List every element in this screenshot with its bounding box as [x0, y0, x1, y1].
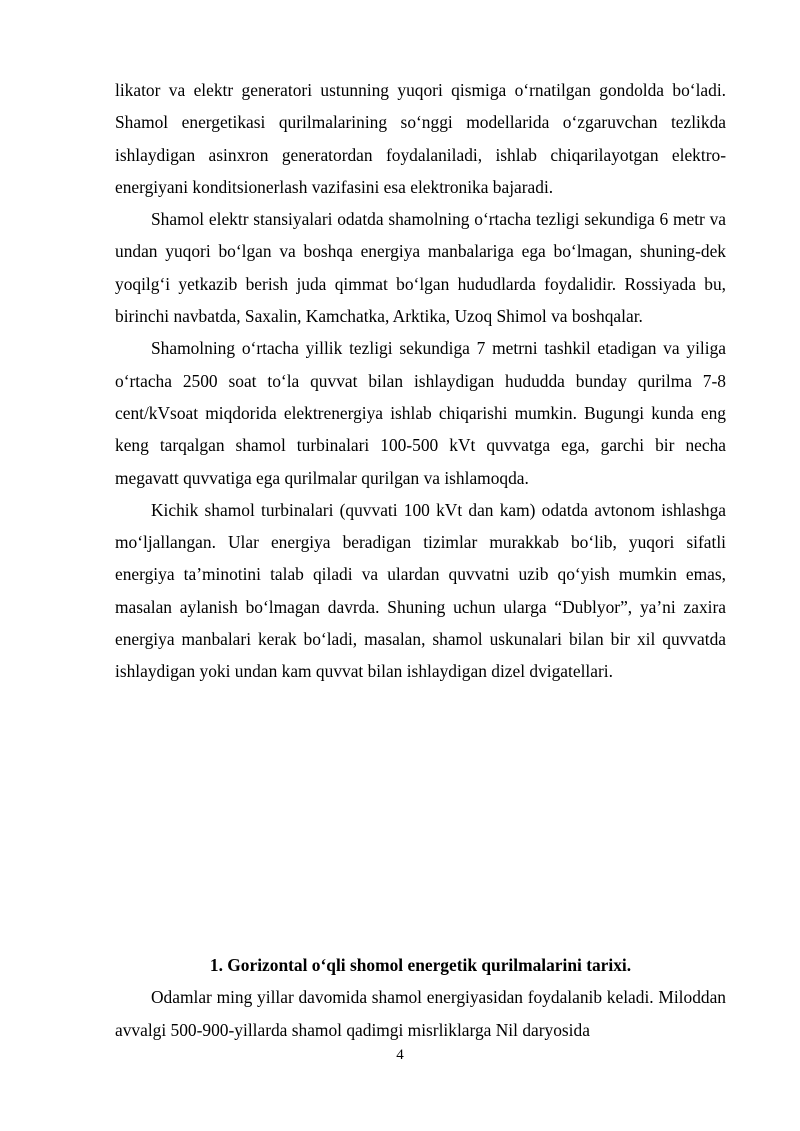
- section-heading: 1. Gorizontal o‘qli shomol energetik qurilmalarini tarixi.: [209, 955, 632, 975]
- page-number: 4: [396, 1047, 404, 1063]
- paragraph-continued: likator va elektr generatori ustunning yuqori qismiga o‘rnatilgan gondolda bo‘ladi. Shamol energetikasi qurilmalarining so‘nggi modellarida o‘zgaruvchan tezlikda ishlaydigan asinxron generatordan foydalaniladi, ishlab chiqarilayotgan elektro-energiyani konditsionerlash vazifasini esa elektronika bajaradi.: [115, 80, 726, 197]
- section-paragraph: Odamlar ming yillar davomida shamol energiyasidan foydalanib keladi. Miloddan avvalgi 500-900-yillarda shamol qadimgi misrliklarga Nil daryosida: [115, 987, 726, 1040]
- paragraph: Shamol elektr stansiyalari odatda shamolning o‘rtacha tezligi sekundiga 6 metr va undan yuqori bo‘lgan va boshqa energiya manbalariga ega bo‘lmagan, shuning-dek yoqilg‘i yetkazib berish juda qimmat bo‘lgan hududlarda foydalidir. Rossiyada bu, birinchi navbatda, Saxalin, Kamchatka, Arktika, Uzoq Shimol va boshqalar.: [115, 209, 726, 327]
- section: [115, 949, 726, 1046]
- body-text: [115, 74, 726, 688]
- paragraph: Kichik shamol turbinalari (quvvati 100 kVt dan kam) odatda avtonom ishlashga mo‘ljallangan. Ular energiya beradigan tizimlar murakkab bo‘lib, yuqori sifatli energiya ta’minotini talab qiladi va ulardan quvvatni uzib qo‘yish mumkin emas, masalan aylanish bo‘lmagan davrda. Shuning uchun ularga “Dublyor”, ya’ni zaxira energiya manbalari kerak bo‘ladi, masalan, shamol uskunalari bilan bir xil quvvatda ishlaydigan yoki undan kam quvvat bilan ishlaydigan dizel dvigatellari.: [115, 499, 726, 682]
- paragraph: Shamolning o‘rtacha yillik tezligi sekundiga 7 metrni tashkil etadigan va yiliga o‘rtacha 2500 soat to‘la quvvat bilan ishlaydigan hududda bunday qurilma 7-8 cent/kVsoat miqdorida elektrenergiya ishlab chiqarishi mumkin. Bugungi kunda eng keng tarqalgan shamol turbinalari 100-500 kVt quvvatga ega, garchi bir necha megavatt quvvatiga ega qurilmalar qurilgan va ishlamoqda.: [115, 338, 726, 488]
